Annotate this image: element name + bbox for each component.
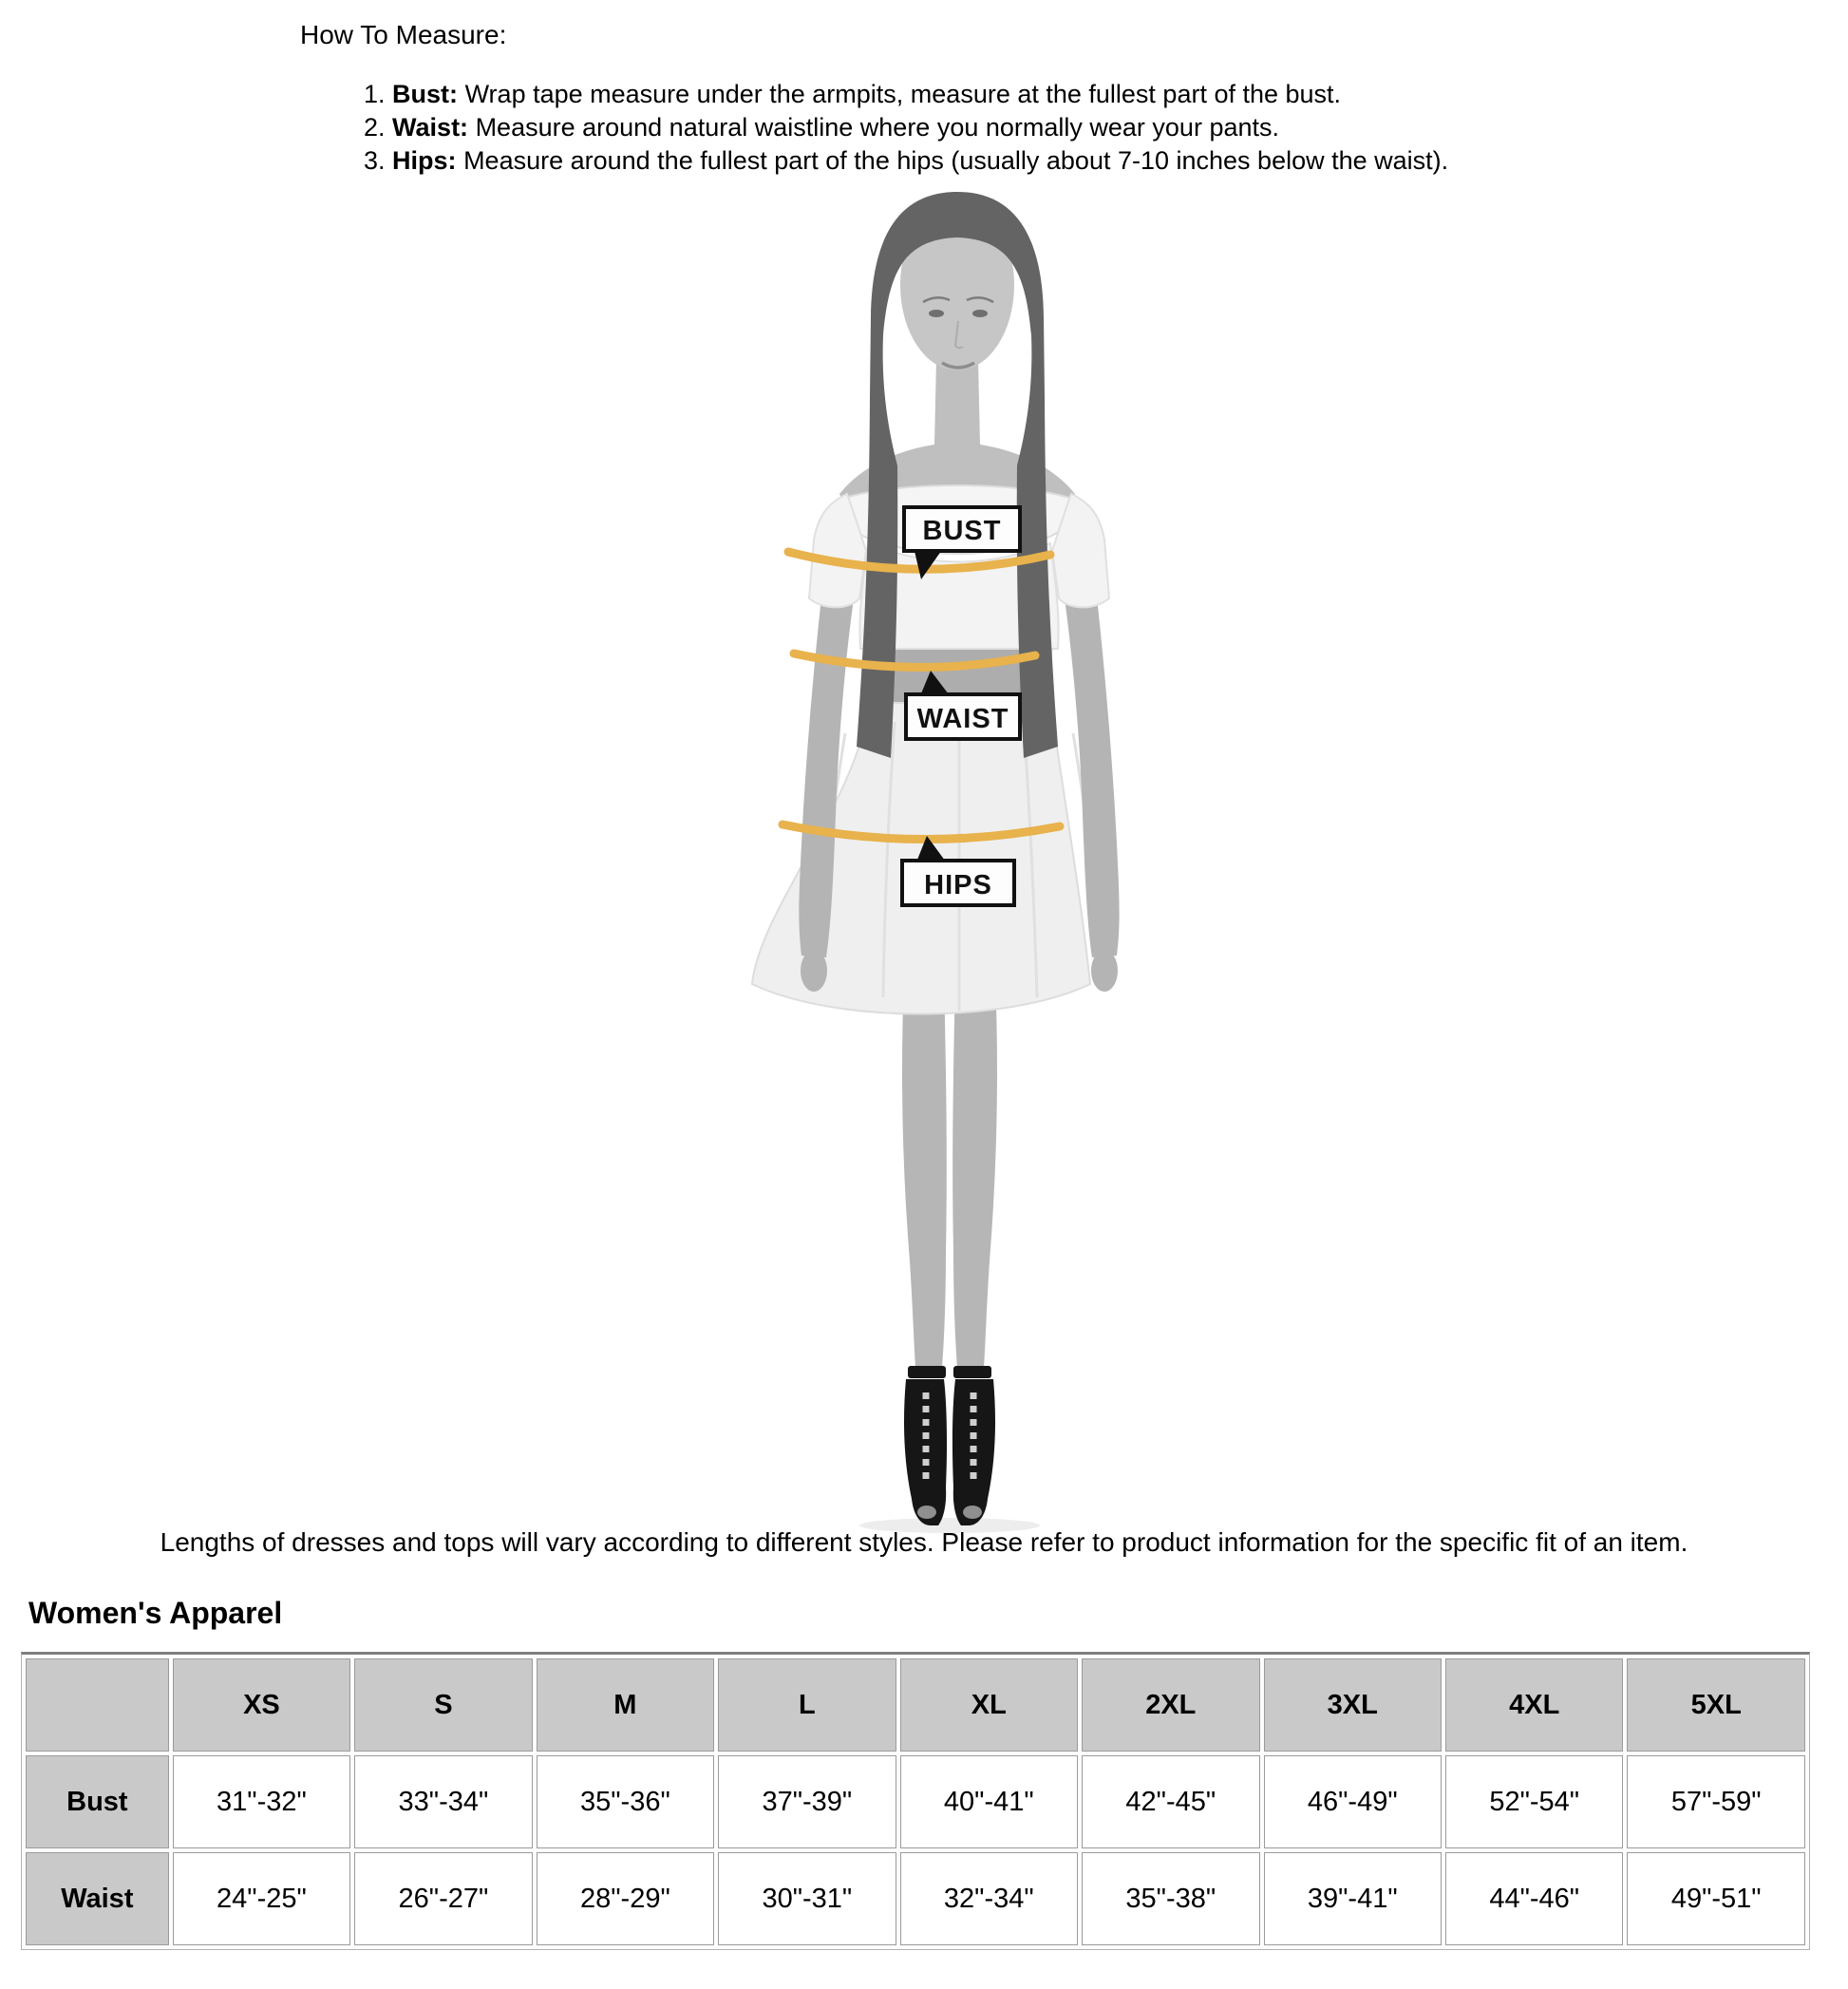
waist-5xl: 49"-51": [1627, 1852, 1805, 1945]
size-header-row: [26, 1658, 1805, 1752]
bust-m: 35"-36": [537, 1755, 714, 1848]
row-label-waist: Waist: [26, 1852, 169, 1945]
step-number: 3.: [364, 146, 386, 175]
svg-text:BUST: BUST: [922, 516, 1002, 546]
model-illustration: [703, 160, 1140, 1537]
waist-3xl: 39"-41": [1264, 1852, 1442, 1945]
row-label-bust: Bust: [26, 1755, 169, 1848]
measure-step-waist: [364, 111, 1448, 144]
step-text: Measure around the fullest part of the hips (usually about 7-10 inches below the waist).: [463, 146, 1449, 175]
bust-xl: 40"-41": [900, 1755, 1078, 1848]
step-text: Wrap tape measure under the armpits, measure at the fullest part of the bust.: [464, 80, 1342, 108]
step-label: Hips:: [392, 146, 457, 175]
waist-s: 26"-27": [354, 1852, 532, 1945]
svg-text:WAIST: WAIST: [916, 704, 1009, 734]
col-header-xl: XL: [900, 1658, 1078, 1752]
model-legs: [902, 976, 997, 1368]
waist-l: 30"-31": [718, 1852, 896, 1945]
bust-3xl: 46"-49": [1264, 1755, 1442, 1848]
corner-cell: [26, 1658, 169, 1752]
size-chart-table-container: [21, 1652, 1810, 1950]
waist-m: 28"-29": [537, 1852, 714, 1945]
bust-4xl: 52"-54": [1445, 1755, 1623, 1848]
col-header-m: M: [537, 1658, 714, 1752]
waist-2xl: 35"-38": [1082, 1852, 1259, 1945]
waist-xl: 32"-34": [900, 1852, 1078, 1945]
svg-text:HIPS: HIPS: [924, 870, 992, 900]
step-number: 2.: [364, 113, 386, 142]
col-header-3xl: 3XL: [1264, 1658, 1442, 1752]
waist-4xl: 44"-46": [1445, 1852, 1623, 1945]
section-title-womens-apparel: Women's Apparel: [28, 1596, 283, 1630]
bust-l: 37"-39": [718, 1755, 896, 1848]
model-measurement-photo: [703, 160, 1140, 1537]
step-label: Bust:: [392, 80, 459, 108]
col-header-s: S: [354, 1658, 532, 1752]
how-to-measure-title: How To Measure:: [300, 20, 507, 49]
waist-xs: 24"-25": [173, 1852, 350, 1945]
col-header-5xl: 5XL: [1627, 1658, 1805, 1752]
col-header-xs: XS: [173, 1658, 350, 1752]
bust-2xl: 42"-45": [1082, 1755, 1259, 1848]
col-header-4xl: 4XL: [1445, 1658, 1623, 1752]
bust-row: [26, 1755, 1805, 1848]
measure-step-bust: [364, 78, 1448, 111]
model-heels: [904, 1366, 995, 1525]
fit-note: Lengths of dresses and tops will vary according to different styles. Please refer to product information for the specific fit of an item.: [160, 1527, 1688, 1557]
bust-xs: 31"-32": [173, 1755, 350, 1848]
col-header-l: L: [718, 1658, 896, 1752]
step-text: Measure around natural waistline where you normally wear your pants.: [475, 113, 1279, 142]
step-label: Waist:: [392, 113, 469, 142]
bust-s: 33"-34": [354, 1755, 532, 1848]
step-number: 1.: [364, 80, 386, 108]
waist-row: [26, 1852, 1805, 1945]
col-header-2xl: 2XL: [1082, 1658, 1259, 1752]
size-chart-table: [22, 1655, 1809, 1949]
bust-5xl: 57"-59": [1627, 1755, 1805, 1848]
